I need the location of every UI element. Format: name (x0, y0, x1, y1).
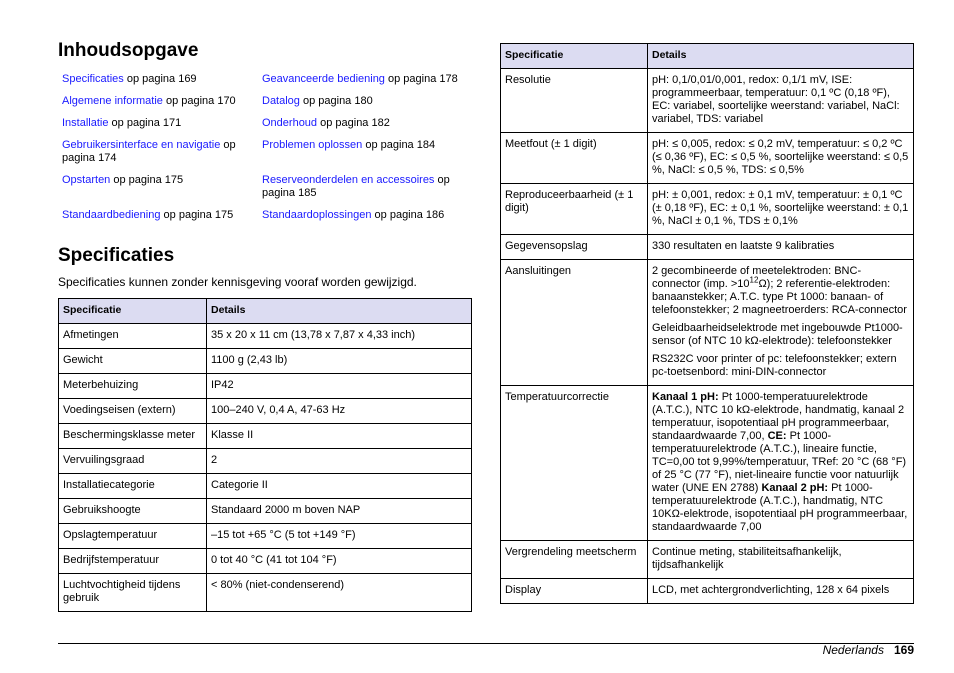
bold-label: CE: (767, 430, 787, 442)
spec-name: Voedingseisen (extern) (59, 399, 207, 424)
spec-name: Gegevensopslag (501, 235, 648, 260)
page-footer (823, 643, 914, 657)
toc-page-ref: op pagina 170 (162, 95, 236, 107)
page-number: 169 (893, 643, 914, 657)
spec-details: –15 tot +65 °C (5 tot +149 °F) (207, 524, 472, 549)
right-column (500, 43, 914, 604)
text-fragment: Pt 1000-temperatuurelektrode (A.T.C.), lineaire functie, TC=0,00 tot 9,99%/temperatuur, TRef: 20 °C (68 °F) of 25 °C (77 °F), niet-lineaire functie voor natuurlijk water (UNE EN 2788) (652, 430, 907, 494)
toc-list (58, 73, 478, 231)
spec-name: Meterbehuizing (59, 374, 207, 399)
spec-name: Opslagtemperatuur (59, 524, 207, 549)
superscript: 12 (749, 275, 759, 285)
toc-entry (58, 139, 258, 174)
toc-entry (58, 117, 258, 139)
toc-row (58, 209, 478, 231)
spec-details: < 80% (niet-condenserend) (207, 574, 472, 612)
spec-name: Beschermingsklasse meter (59, 424, 207, 449)
toc-link[interactable]: Onderhoud (262, 117, 318, 129)
spec-details: 1100 g (2,43 lb) (207, 349, 472, 374)
spec-details: pH: ≤ 0,005, redox: ≤ 0,2 mV, temperatuur: ≤ 0,2 ºC (≤ 0,36 ºF), EC: ≤ 0,5 %, soortelijke weerstand: ≤ 0,5 %, NaCl: ≤ 0,5 %, TDS: ≤ 0,5% (648, 133, 914, 184)
spec-name: Luchtvochtigheid tijdens gebruik (59, 574, 207, 612)
spec-details: IP42 (207, 374, 472, 399)
table-row (59, 474, 472, 499)
toc-link[interactable]: Datalog (262, 95, 300, 107)
spec-name: Aansluitingen (501, 260, 648, 386)
toc-page-ref: op pagina 175 (160, 209, 234, 221)
spec-name: Display (501, 579, 648, 604)
toc-page-ref: op pagina 180 (299, 95, 373, 107)
toc-link[interactable]: Reserveonderdelen en accessoires (262, 174, 435, 186)
toc-row (58, 73, 478, 95)
header-specificatie: Specificatie (501, 44, 648, 69)
table-header-row (501, 44, 914, 69)
toc-page-ref: op pagina 182 (317, 117, 390, 129)
toc-entry (258, 117, 458, 139)
header-details: Details (648, 44, 914, 69)
connections-paragraph-2: Geleidbaarheidselektrode met ingebouwde Pt1000-sensor (of NTC 10 kΩ-elektrode): telefoonstekker (652, 322, 903, 347)
footer-divider (58, 643, 914, 644)
spec-name: Installatiecategorie (59, 474, 207, 499)
toc-entry (58, 209, 258, 231)
spec-name: Bedrijfstemperatuur (59, 549, 207, 574)
table-row (501, 579, 914, 604)
table-row (59, 499, 472, 524)
toc-page-ref: op pagina 178 (384, 73, 458, 85)
table-row (59, 549, 472, 574)
table-row (501, 235, 914, 260)
spec-name: Gebruikshoogte (59, 499, 207, 524)
toc-row (58, 174, 478, 209)
toc-row (58, 95, 478, 117)
table-header-row (59, 299, 472, 324)
toc-entry (258, 95, 458, 117)
toc-link[interactable]: Opstarten (62, 174, 111, 186)
spec-details: 330 resultaten en laatste 9 kalibraties (648, 235, 914, 260)
table-row (59, 349, 472, 374)
specifications-intro: Specificaties kunnen zonder kennisgeving vooraf worden gewijzigd. (58, 275, 417, 289)
spec-details: 2 (207, 449, 472, 474)
table-row (501, 541, 914, 579)
toc-row (58, 139, 478, 174)
toc-entry (58, 174, 258, 209)
toc-link[interactable]: Gebruikersinterface en navigatie (62, 139, 221, 151)
toc-page-ref: op pagina 185 (262, 174, 450, 199)
spec-details: Standaard 2000 m boven NAP (207, 499, 472, 524)
toc-link[interactable]: Algemene informatie (62, 95, 163, 107)
spec-details (648, 386, 914, 541)
bold-label: Kanaal 2 pH: (761, 482, 829, 494)
table-row (59, 424, 472, 449)
spec-name: Gewicht (59, 349, 207, 374)
spec-name: Temperatuurcorrectie (501, 386, 648, 541)
spec-name: Meetfout (± 1 digit) (501, 133, 648, 184)
spec-details: Continue meting, stabiliteitsafhankelijk, tijdsafhankelijk (648, 541, 914, 579)
spec-details: 35 x 20 x 11 cm (13,78 x 7,87 x 4,33 inch) (207, 324, 472, 349)
connections-paragraph-1 (652, 265, 909, 322)
toc-entry (258, 73, 458, 95)
spec-name: Vergrendeling meetscherm (501, 541, 648, 579)
header-details: Details (207, 299, 472, 324)
toc-page-ref: op pagina 171 (108, 117, 182, 129)
footer-language: Nederlands (822, 643, 884, 657)
connections-paragraph-3: RS232C voor printer of pc: telefoonstekker; extern pc-toetsenbord: mini-DIN-connector (652, 353, 897, 378)
toc-link[interactable]: Installatie (62, 117, 109, 129)
spec-details: pH: ± 0,001, redox: ± 0,1 mV, temperatuur: ± 0,1 ºC (± 0,18 ºF), EC: ± 0,1 %, soortelijke weerstand: ± 0,1 %, NaCl ± 0,1 %, TDS ± 0,1% (648, 184, 914, 235)
table-row (501, 133, 914, 184)
spec-table-left (58, 298, 472, 612)
toc-entry (58, 95, 258, 117)
table-row (501, 260, 914, 386)
spec-details: 0 tot 40 °C (41 tot 104 °F) (207, 549, 472, 574)
specifications-title: Specificaties (58, 245, 175, 266)
spec-name: Vervuilingsgraad (59, 449, 207, 474)
text-fragment: 2 gecombineerde of meetelektroden: BNC-connector (imp. >10 (652, 265, 862, 290)
toc-row (58, 117, 478, 139)
table-row (501, 184, 914, 235)
table-row (59, 449, 472, 474)
spec-details: Klasse II (207, 424, 472, 449)
toc-page-ref: op pagina 174 (62, 139, 236, 164)
toc-entry (258, 209, 458, 231)
spec-details: Categorie II (207, 474, 472, 499)
toc-page-ref: op pagina 175 (110, 174, 184, 186)
spec-table-right (500, 43, 914, 604)
toc-page-ref: op pagina 169 (123, 73, 197, 85)
text-fragment: Ω); 2 referentie-elektroden: banaanstekker; A.T.C. type Pt 1000: banaan- of telefoonstekker; 2 magneetroerders: RCA-connector (652, 278, 907, 316)
toc-entry (258, 174, 458, 209)
toc-link[interactable]: Problemen oplossen (262, 139, 363, 151)
spec-name: Resolutie (501, 69, 648, 133)
toc-title: Inhoudsopgave (58, 40, 199, 61)
spec-details: pH: 0,1/0,01/0,001, redox: 0,1/1 mV, ISE: programmeerbaar, temperatuur: 0,1 ºC (0,18 ºF), EC: variabel, soortelijke weerstand: variabel, NaCl: variabel, TDS: variabel (648, 69, 914, 133)
table-row (59, 374, 472, 399)
spec-name: Reproduceerbaarheid (± 1 digit) (501, 184, 648, 235)
header-specificatie: Specificatie (59, 299, 207, 324)
table-row (59, 574, 472, 612)
spec-details: LCD, met achtergrondverlichting, 128 x 64 pixels (648, 579, 914, 604)
toc-page-ref: op pagina 184 (362, 139, 436, 151)
toc-link[interactable]: Specificaties (62, 73, 124, 85)
spec-details (648, 260, 914, 386)
toc-entry (258, 139, 458, 174)
toc-link[interactable]: Geavanceerde bediening (262, 73, 385, 85)
text-fragment: Pt 1000-temperatuurelektrode (A.T.C.), NTC 10 kΩ-elektrode, handmatig, kanaal 2 temperatuur, isopotentiaal pH programmeerbaar, standaardwaarde 7,00, (652, 391, 905, 442)
table-row (501, 69, 914, 133)
table-row (501, 386, 914, 541)
table-row (59, 524, 472, 549)
table-row (59, 324, 472, 349)
toc-link[interactable]: Standaardoplossingen (262, 209, 372, 221)
table-row (59, 399, 472, 424)
text-fragment: Pt 1000-temperatuurelektrode (A.T.C.), handmatig, NTC 10KΩ-elektrode, isopotentiaal pH programmeerbaar, standaardwaarde 7,00 (652, 482, 908, 533)
toc-link[interactable]: Standaardbediening (62, 209, 161, 221)
spec-details: 100–240 V, 0,4 A, 47-63 Hz (207, 399, 472, 424)
toc-page-ref: op pagina 186 (371, 209, 445, 221)
spec-name: Afmetingen (59, 324, 207, 349)
toc-entry (58, 73, 258, 95)
bold-label: Kanaal 1 pH: (652, 391, 719, 403)
